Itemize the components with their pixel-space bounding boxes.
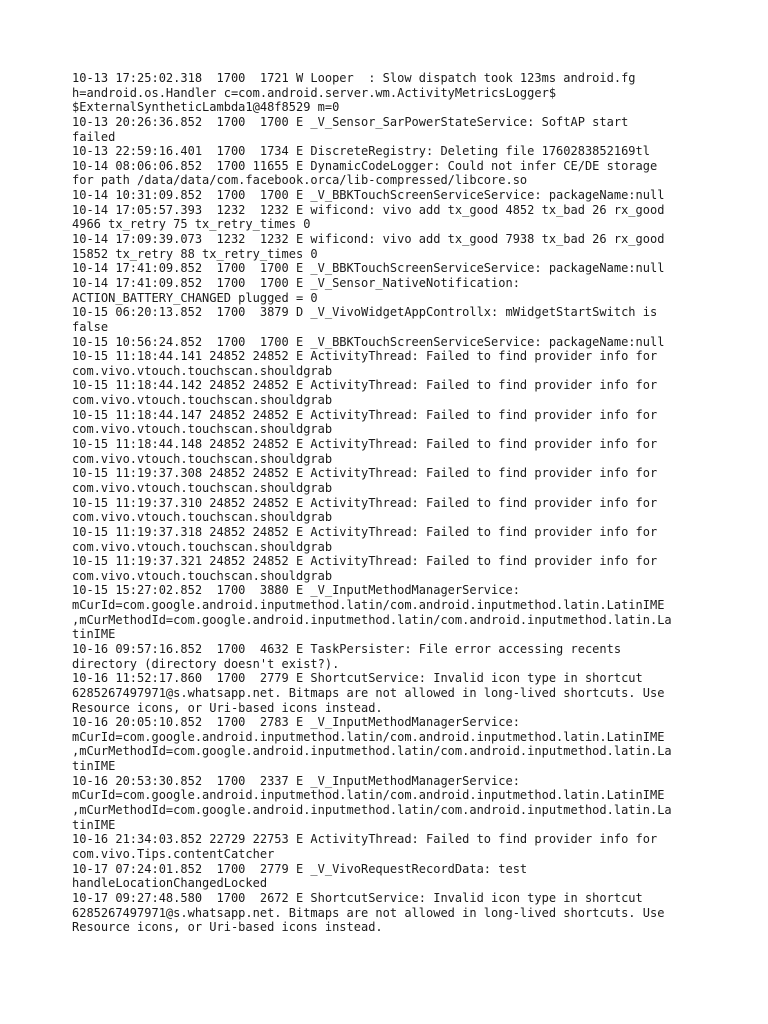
log-line: 10-16 11:52:17.860 1700 2779 E ShortcutService: Invalid icon type in shortcut	[72, 671, 643, 686]
log-line: ACTION_BATTERY_CHANGED plugged = 0	[72, 290, 318, 305]
log-line: 10-15 11:19:37.308 24852 24852 E ActivityThread: Failed to find provider info for	[72, 466, 658, 481]
log-line: false	[72, 319, 109, 334]
log-line: 10-15 06:20:13.852 1700 3879 D _V_VivoWidgetAppControllx: mWidgetStartSwitch is	[72, 305, 658, 320]
log-text-block	[72, 71, 712, 935]
log-line: h=android.os.Handler c=com.android.server.wm.ActivityMetricsLogger$	[72, 85, 557, 100]
log-line: 10-17 07:24:01.852 1700 2779 E _V_VivoRequestRecordData: test	[72, 861, 528, 876]
log-line: 10-16 20:53:30.852 1700 2337 E _V_InputMethodManagerService:	[72, 773, 520, 788]
log-line: Resource icons, or Uri-based icons instead.	[72, 700, 383, 715]
log-line: 10-15 11:18:44.141 24852 24852 E ActivityThread: Failed to find provider info for	[72, 349, 658, 364]
log-line: 6285267497971@s.whatsapp.net. Bitmaps are not allowed in long-lived shortcuts. Use	[72, 685, 665, 700]
log-line: 10-14 17:41:09.852 1700 1700 E _V_Sensor_NativeNotification:	[72, 275, 520, 290]
log-line: 10-13 20:26:36.852 1700 1700 E _V_Sensor_SarPowerStateService: SoftAP start	[72, 114, 629, 129]
log-line: 10-14 17:09:39.073 1232 1232 E wificond: vivo add tx_good 7938 tx_bad 26 rx_good	[72, 232, 665, 247]
log-line: 10-14 08:06:06.852 1700 11655 E DynamicCodeLogger: Could not infer CE/DE storage	[72, 158, 658, 173]
log-line: ,mCurMethodId=com.google.android.inputmethod.latin/com.android.inputmethod.latin.La	[72, 744, 672, 759]
log-line: 10-15 11:19:37.321 24852 24852 E ActivityThread: Failed to find provider info for	[72, 554, 658, 569]
log-line: 10-14 10:31:09.852 1700 1700 E _V_BBKTouchScreenServiceService: packageName:null	[72, 188, 665, 203]
log-line: 4966 tx_retry 75 tx_retry_times 0	[72, 217, 311, 232]
log-line: 10-16 20:05:10.852 1700 2783 E _V_InputMethodManagerService:	[72, 715, 520, 730]
log-line: com.vivo.vtouch.touchscan.shouldgrab	[72, 510, 333, 525]
log-line: com.vivo.vtouch.touchscan.shouldgrab	[72, 363, 333, 378]
log-line: tinIME	[72, 759, 116, 774]
log-line: 10-15 15:27:02.852 1700 3880 E _V_InputMethodManagerService:	[72, 583, 520, 598]
log-line: 6285267497971@s.whatsapp.net. Bitmaps are not allowed in long-lived shortcuts. Use	[72, 905, 665, 920]
log-line: 10-13 22:59:16.401 1700 1734 E DiscreteRegistry: Deleting file 1760283852169tl	[72, 144, 650, 159]
log-line: 10-17 09:27:48.580 1700 2672 E ShortcutService: Invalid icon type in shortcut	[72, 890, 643, 905]
log-line: com.vivo.vtouch.touchscan.shouldgrab	[72, 393, 333, 408]
log-line: 15852 tx_retry 88 tx_retry_times 0	[72, 246, 318, 261]
log-line: 10-16 09:57:16.852 1700 4632 E TaskPersister: File error accessing recents	[72, 641, 622, 656]
log-line: 10-15 11:18:44.147 24852 24852 E ActivityThread: Failed to find provider info for	[72, 407, 658, 422]
log-line: mCurId=com.google.android.inputmethod.latin/com.android.inputmethod.latin.LatinIME	[72, 729, 665, 744]
log-line: directory (directory doesn't exist?).	[72, 656, 340, 671]
log-line: Resource icons, or Uri-based icons instead.	[72, 920, 383, 935]
log-line: 10-15 11:19:37.310 24852 24852 E ActivityThread: Failed to find provider info for	[72, 495, 658, 510]
log-line: 10-15 10:56:24.852 1700 1700 E _V_BBKTouchScreenServiceService: packageName:null	[72, 334, 665, 349]
log-line: 10-16 21:34:03.852 22729 22753 E ActivityThread: Failed to find provider info for	[72, 832, 658, 847]
log-line: 10-14 17:05:57.393 1232 1232 E wificond: vivo add tx_good 4852 tx_bad 26 rx_good	[72, 202, 665, 217]
log-line: handleLocationChangedLocked	[72, 876, 268, 891]
log-line: com.vivo.vtouch.touchscan.shouldgrab	[72, 422, 333, 437]
log-line: mCurId=com.google.android.inputmethod.latin/com.android.inputmethod.latin.LatinIME	[72, 788, 665, 803]
log-line: ,mCurMethodId=com.google.android.inputmethod.latin/com.android.inputmethod.latin.La	[72, 803, 672, 818]
log-line: com.vivo.vtouch.touchscan.shouldgrab	[72, 480, 333, 495]
log-line: com.vivo.Tips.contentCatcher	[72, 846, 275, 861]
log-line: 10-13 17:25:02.318 1700 1721 W Looper : Slow dispatch took 123ms android.fg	[72, 71, 636, 85]
log-line: ,mCurMethodId=com.google.android.inputmethod.latin/com.android.inputmethod.latin.La	[72, 612, 672, 627]
log-line: 10-15 11:18:44.142 24852 24852 E ActivityThread: Failed to find provider info for	[72, 378, 658, 393]
log-line: 10-15 11:19:37.318 24852 24852 E ActivityThread: Failed to find provider info for	[72, 524, 658, 539]
log-line: 10-15 11:18:44.148 24852 24852 E ActivityThread: Failed to find provider info for	[72, 437, 658, 452]
log-line: for path /data/data/com.facebook.orca/lib-compressed/libcore.so	[72, 173, 528, 188]
log-line: tinIME	[72, 817, 116, 832]
log-line: $ExternalSyntheticLambda1@48f8529 m=0	[72, 100, 340, 115]
log-line: com.vivo.vtouch.touchscan.shouldgrab	[72, 451, 333, 466]
log-line: failed	[72, 129, 116, 144]
log-line: mCurId=com.google.android.inputmethod.latin/com.android.inputmethod.latin.LatinIME	[72, 598, 665, 613]
log-line: tinIME	[72, 627, 116, 642]
log-line: com.vivo.vtouch.touchscan.shouldgrab	[72, 568, 333, 583]
log-line: 10-14 17:41:09.852 1700 1700 E _V_BBKTouchScreenServiceService: packageName:null	[72, 261, 665, 276]
log-line: com.vivo.vtouch.touchscan.shouldgrab	[72, 539, 333, 554]
